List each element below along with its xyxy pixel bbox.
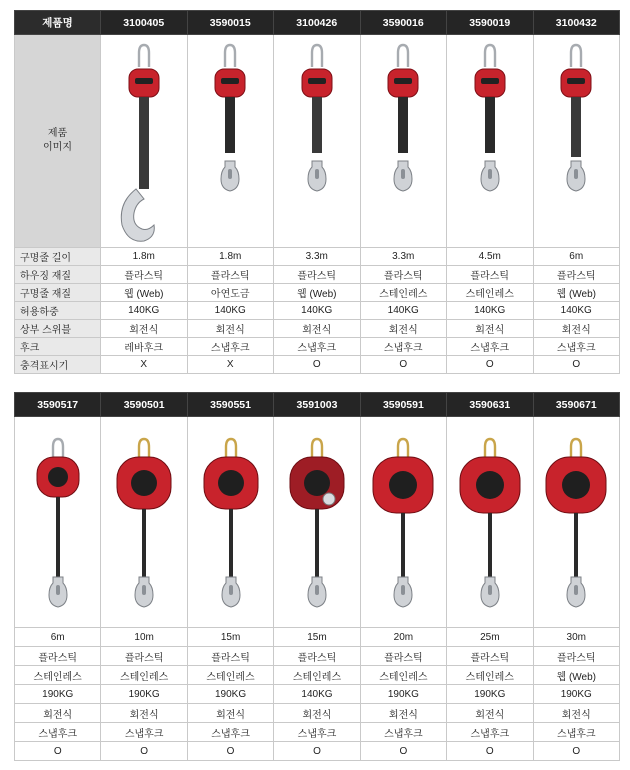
spec-value: 스냅후크	[533, 338, 620, 356]
spec-value: 3.3m	[274, 248, 361, 266]
spec-value: O	[533, 356, 620, 374]
spec-value: 회전식	[447, 320, 534, 338]
spec-value: 스테인레스	[447, 666, 533, 685]
header-label: 제품명	[15, 11, 101, 35]
spec-value: 스냅후크	[447, 338, 534, 356]
retractable-lifeline-icon	[533, 35, 619, 248]
product-image	[101, 35, 187, 247]
spec-value: O	[274, 742, 360, 761]
product-code: 3590501	[101, 393, 187, 417]
spec-value: 스냅후크	[274, 723, 360, 742]
product-code: 3590517	[15, 393, 101, 417]
spec-value: 웹 (Web)	[533, 284, 620, 302]
spec-value: 플라스틱	[15, 647, 101, 666]
spec-value: 플라스틱	[187, 647, 273, 666]
product-code: 3590591	[360, 393, 446, 417]
spec-value: 190KG	[533, 685, 619, 704]
spec-value: 스냅후크	[15, 723, 101, 742]
spec-value: 190KG	[447, 685, 533, 704]
row-line-material	[15, 284, 620, 302]
spec-value: 플라스틱	[187, 266, 274, 284]
spec-value: 190KG	[101, 685, 187, 704]
row-label: 구명줄 재질	[15, 284, 101, 302]
product-code: 3100432	[533, 11, 620, 35]
spec-value: 레바후크	[101, 338, 188, 356]
retractable-lifeline-icon	[101, 35, 187, 248]
spec-table-1	[14, 10, 620, 374]
row-load	[15, 685, 620, 704]
spec-value: 회전식	[533, 320, 620, 338]
row-load	[15, 302, 620, 320]
row-length	[15, 628, 620, 647]
spec-value: 스냅후크	[360, 723, 446, 742]
product-image	[447, 35, 533, 247]
retractable-lifeline-icon	[533, 417, 619, 628]
row-indicator	[15, 742, 620, 761]
retractable-lifeline-icon	[188, 417, 274, 628]
row-hook	[15, 338, 620, 356]
spec-value: 스냅후크	[447, 723, 533, 742]
spec-value: 1.8m	[187, 248, 274, 266]
spec-value: 플라스틱	[533, 266, 620, 284]
product-image	[447, 417, 532, 627]
row-housing	[15, 647, 620, 666]
header-row	[15, 11, 620, 35]
product-code: 3100426	[274, 11, 361, 35]
spec-value: 30m	[533, 628, 619, 647]
product-image	[361, 35, 447, 247]
row-label: 하우징 재질	[15, 266, 101, 284]
spec-value: 플라스틱	[360, 266, 447, 284]
image-row-label	[15, 35, 101, 248]
product-image	[534, 417, 619, 627]
spec-value: 스테인레스	[101, 666, 187, 685]
spec-value: 회전식	[360, 704, 446, 723]
retractable-lifeline-icon	[360, 417, 446, 628]
spec-value: O	[187, 742, 273, 761]
spec-value: 140KG	[533, 302, 620, 320]
spec-value: 웹 (Web)	[101, 284, 188, 302]
product-code: 3591003	[274, 393, 360, 417]
spec-value: 스테인레스	[274, 666, 360, 685]
product-image	[188, 35, 274, 247]
spec-value: 회전식	[447, 704, 533, 723]
spec-value: 스냅후크	[101, 723, 187, 742]
spec-value: O	[274, 356, 361, 374]
spec-value: O	[447, 356, 534, 374]
row-swivel	[15, 704, 620, 723]
spec-value: 플라스틱	[360, 647, 446, 666]
product-image	[188, 417, 273, 627]
retractable-lifeline-icon	[187, 35, 273, 248]
product-image	[274, 417, 359, 627]
spec-value: O	[15, 742, 101, 761]
spec-value: 플라스틱	[101, 647, 187, 666]
product-image	[534, 35, 620, 247]
spec-value: 스냅후크	[533, 723, 619, 742]
product-code: 3590631	[447, 393, 533, 417]
row-label: 구명줄 길이	[15, 248, 101, 266]
product-image	[15, 417, 100, 627]
spec-value: 190KG	[187, 685, 273, 704]
spec-value: 플라스틱	[533, 647, 619, 666]
spec-value: 플라스틱	[447, 266, 534, 284]
spec-value: 회전식	[274, 704, 360, 723]
spec-value: 10m	[101, 628, 187, 647]
header-row	[15, 393, 620, 417]
row-line-material	[15, 666, 620, 685]
spec-value: O	[447, 742, 533, 761]
spec-value: 스냅후크	[360, 338, 447, 356]
spec-value: 플라스틱	[274, 266, 361, 284]
product-image	[361, 417, 446, 627]
spec-value: 140KG	[274, 302, 361, 320]
spec-value: 회전식	[533, 704, 619, 723]
row-label: 충격표시기	[15, 356, 101, 374]
product-image	[101, 417, 186, 627]
spec-value: 스테인레스	[360, 284, 447, 302]
spec-value: 190KG	[360, 685, 446, 704]
retractable-lifeline-icon	[447, 35, 533, 248]
spec-value: 회전식	[360, 320, 447, 338]
retractable-lifeline-icon	[15, 417, 101, 628]
spec-value: 4.5m	[447, 248, 534, 266]
spec-value: 3.3m	[360, 248, 447, 266]
spec-value: 6m	[15, 628, 101, 647]
row-label: 상부 스위블	[15, 320, 101, 338]
spec-table-2	[14, 392, 620, 761]
spec-value: 플라스틱	[101, 266, 188, 284]
spec-value: 스냅후크	[187, 338, 274, 356]
spec-value: 6m	[533, 248, 620, 266]
spec-value: O	[533, 742, 619, 761]
spec-value: 회전식	[101, 704, 187, 723]
image-row	[15, 417, 620, 628]
retractable-lifeline-icon	[274, 417, 360, 628]
row-housing	[15, 266, 620, 284]
image-row	[15, 35, 620, 248]
spec-value: X	[101, 356, 188, 374]
image-label-line2: 이미지	[43, 142, 72, 153]
product-code: 3590551	[187, 393, 273, 417]
spec-value: 15m	[187, 628, 273, 647]
product-code: 3590016	[360, 11, 447, 35]
retractable-lifeline-icon	[360, 35, 446, 248]
spec-value: 140KG	[101, 302, 188, 320]
spec-value: 회전식	[15, 704, 101, 723]
spec-value: 회전식	[274, 320, 361, 338]
spec-value: 웹 (Web)	[533, 666, 619, 685]
product-code: 3100405	[101, 11, 188, 35]
spec-value: 25m	[447, 628, 533, 647]
spec-value: O	[101, 742, 187, 761]
row-length	[15, 248, 620, 266]
spec-value: 스냅후크	[187, 723, 273, 742]
spec-value: 1.8m	[101, 248, 188, 266]
spec-value: 회전식	[187, 320, 274, 338]
spec-value: 회전식	[101, 320, 188, 338]
spec-value: X	[187, 356, 274, 374]
product-code: 3590671	[533, 393, 619, 417]
product-code: 3590015	[187, 11, 274, 35]
image-label-line1: 제품	[47, 128, 68, 139]
row-hook	[15, 723, 620, 742]
spec-value: 웹 (Web)	[274, 284, 361, 302]
row-label: 허용하중	[15, 302, 101, 320]
spec-value: 스테인레스	[15, 666, 101, 685]
row-swivel	[15, 320, 620, 338]
retractable-lifeline-icon	[274, 35, 360, 248]
row-label: 후크	[15, 338, 101, 356]
spec-value: 20m	[360, 628, 446, 647]
spec-value: 플라스틱	[274, 647, 360, 666]
spec-value: 190KG	[15, 685, 101, 704]
spec-value: 15m	[274, 628, 360, 647]
spec-value: 스테인레스	[447, 284, 534, 302]
product-image	[274, 35, 360, 247]
spec-value: O	[360, 356, 447, 374]
spec-value: 140KG	[274, 685, 360, 704]
spec-value: 140KG	[187, 302, 274, 320]
retractable-lifeline-icon	[101, 417, 187, 628]
spec-value: 스냅후크	[274, 338, 361, 356]
spec-value: 플라스틱	[447, 647, 533, 666]
retractable-lifeline-icon	[447, 417, 533, 628]
product-code: 3590019	[447, 11, 534, 35]
spec-value: O	[360, 742, 446, 761]
spec-value: 아연도금	[187, 284, 274, 302]
spec-value: 140KG	[360, 302, 447, 320]
spec-value: 스테인레스	[360, 666, 446, 685]
row-indicator	[15, 356, 620, 374]
spec-value: 회전식	[187, 704, 273, 723]
spec-value: 스테인레스	[187, 666, 273, 685]
spec-value: 140KG	[447, 302, 534, 320]
